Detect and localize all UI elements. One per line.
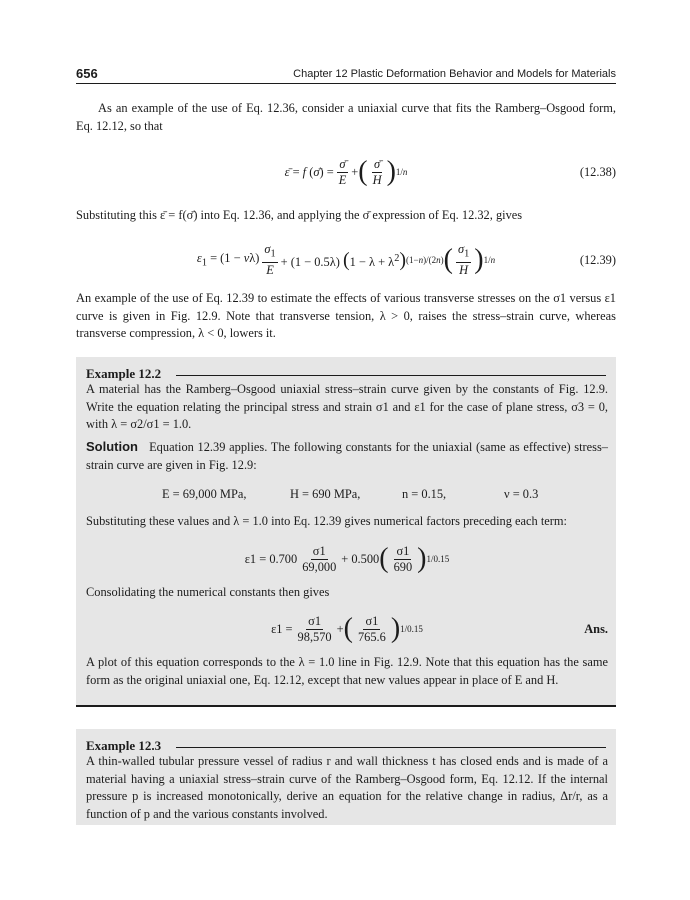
eq1-lhs: ε1 = 0.700 <box>244 551 298 566</box>
example-title: Example 12.2 <box>86 366 162 381</box>
example-title-rule <box>176 747 606 748</box>
eq1-exponent: 1/0.15 <box>426 554 450 564</box>
example-problem: A thin-walled tubular pressure vessel of radius r and wall thickness t has closed ends and is made of a material having a uniaxial stress–strain curve of the Ramberg–Osgood form, Eq. 12.12. If the internal pressure p is increased monotonically, derive an equation for the relative change in radius, Δr/r, as a function of p and the various constants involved. <box>86 754 608 821</box>
equation-number: (12.38) <box>579 164 616 179</box>
example-problem: A material has the Ramberg–Osgood uniaxial stress–strain curve given by the constants of Fig. 12.9. Write the equation relating the principal stress and strain σ1 and ε1 for the case of plane stress, σ3 = 0, with λ = σ2/σ1 = 1.0. <box>86 382 608 431</box>
page-number: 656 <box>76 66 98 81</box>
eq2-den2: 765.6 <box>357 629 386 644</box>
intro-paragraph: As an example of the use of Eq. 12.36, consider a uniaxial curve that fits the Ramberg–Osgood form, Eq. 12.12, so that <box>76 101 616 133</box>
eq1-den1: 69,000 <box>302 559 337 574</box>
equation-12-38: ε̄ = f (σ̄) = $\frac{\sigmā}{E}$ + ( $\frac{\sigmā}{H}$ ) 1/n (12.38) <box>284 156 616 187</box>
constant-n: n = 0.15, <box>402 486 447 501</box>
eq1-num2: σ1 <box>396 543 410 558</box>
equation-numeric-factors: ε1 = 0.700 $\frac{\sigma 1}{69,000}$ + 0.500 ( $\frac{\sigma 1}{690}$ ) 1/0.15 <box>244 543 450 574</box>
constant-h: H = 690 MPa, <box>290 486 361 501</box>
example-title: Example 12.3 <box>86 738 162 753</box>
equation-number: (12.39) <box>579 252 616 267</box>
eq2-num2: σ1 <box>365 613 379 628</box>
eq2-num1: σ1 <box>308 613 322 628</box>
example-12-3-box <box>76 729 616 825</box>
substituting-values-text: Substituting these values and λ = 1.0 into Eq. 12.39 gives numerical factors preceding each term: <box>86 514 567 528</box>
eq2-lhs: ε1 = <box>271 621 293 636</box>
example-paragraph: An example of the use of Eq. 12.39 to estimate the effects of various transverse stresses on the σ1 versus ε1 curve is given in Fig. 12.9. Note that transverse tension, λ > 0, raises the stress–strain curve, whereas transverse compression, λ < 0, lowers it. <box>76 291 616 340</box>
example-12-2-box <box>76 357 616 707</box>
solution-text: Equation 12.39 applies. The following constants for the uniaxial (same as effective) stress–strain curve are given in Fig. 12.9: <box>86 440 609 472</box>
constants-row <box>86 484 608 504</box>
constant-nu: ν = 0.3 <box>504 486 539 501</box>
constant-e: E = 69,000 MPa, <box>162 486 247 501</box>
example-title-rule <box>176 375 606 376</box>
solution-paragraph <box>86 438 608 474</box>
solution-label: Solution <box>86 439 138 454</box>
eq1-mid: + 0.500 <box>341 551 380 566</box>
equation-12-39: $\varepsilon_1 = (1 - \nu\lambda)$ $\frac{\sigma_1}{E}$ + (1 − 0.5λ) $(1 - \lambda + \lambda^2)$ (1−n)/(2n) ( $\frac{\sigma_1}{H}$ ) 1/n (12.39) <box>196 242 616 277</box>
header-rule <box>76 83 616 84</box>
eq1-num1: σ1 <box>312 543 326 558</box>
substituting-paragraph: Substituting this ε̄ = f(σ̄) into Eq. 12.36, and applying the σ̄ expression of Eq. 12.32, gives <box>76 208 523 222</box>
answer-label: Ans. <box>584 621 608 636</box>
eq1-den2: 690 <box>393 559 413 574</box>
closing-paragraph: A plot of this equation corresponds to the λ = 1.0 line in Fig. 12.9. Note that this equation has the same form as the original uniaxial one, Eq. 12.12, except that new values appear in place of E and H. <box>86 655 608 687</box>
eq2-plus: + <box>336 621 344 636</box>
eq2-den1: 98,570 <box>297 629 332 644</box>
equation-consolidated: ε1 = $\frac{\sigma 1}{98,570}$ + ( $\frac{\sigma 1}{765.6}$ ) 1/0.15 Ans. <box>271 613 608 644</box>
chapter-title: Chapter 12 Plastic Deformation Behavior and Models for Materials <box>293 68 616 80</box>
eq2-exponent: 1/0.15 <box>400 624 423 634</box>
consolidating-text: Consolidating the numerical constants then gives <box>86 585 330 599</box>
example-bottom-rule <box>76 705 616 707</box>
